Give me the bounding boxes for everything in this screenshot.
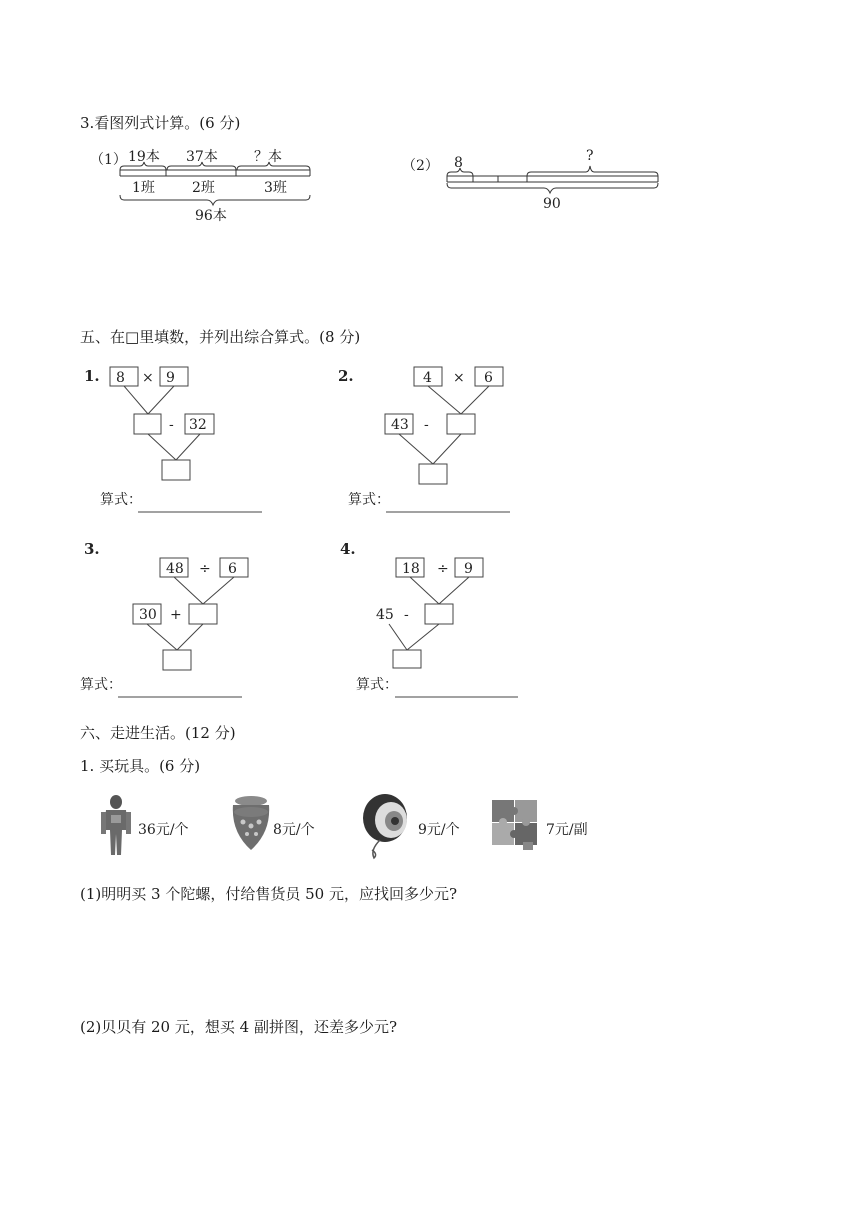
problem-2-eq-label: 算式： bbox=[348, 492, 390, 508]
section6-question-1: (1)明明买 3 个陀螺，付给售货员 50 元，应找回多少元? bbox=[80, 885, 457, 903]
problem-1-number: 1. bbox=[84, 367, 100, 385]
q3-fig2-label: （2） bbox=[402, 158, 439, 174]
problem-3-b: 6 bbox=[228, 561, 237, 577]
toy-2-price: 8元/个 bbox=[273, 822, 315, 838]
spinning-top-icon bbox=[233, 796, 269, 850]
problem-3-c: 30 bbox=[139, 607, 157, 623]
problem-1-eq-label: 算式： bbox=[100, 492, 142, 508]
puzzle-icon bbox=[492, 800, 537, 850]
q3-fig2-top-left: 8 bbox=[454, 155, 463, 171]
q3-fig1-top-2: 37本 bbox=[186, 149, 218, 165]
q3-fig1-bottom-2: 2班 bbox=[192, 180, 215, 196]
section6-title: 六、走进生活。(12 分) bbox=[80, 724, 236, 742]
section6-sub1: 1. 买玩具。(6 分) bbox=[80, 757, 201, 775]
problem-4-c: 45 bbox=[376, 607, 394, 623]
problem-2-op1: × bbox=[453, 370, 465, 386]
q3-fig1-bottom-3: 3班 bbox=[264, 180, 287, 196]
yoyo-icon bbox=[363, 794, 407, 858]
problem-4-a: 18 bbox=[402, 561, 420, 577]
problem-1-a: 8 bbox=[116, 370, 125, 386]
problem-2-a: 4 bbox=[423, 370, 432, 386]
toy-4-price: 7元/副 bbox=[546, 822, 588, 838]
problem-4-b: 9 bbox=[464, 561, 473, 577]
problem-1-op2: - bbox=[169, 417, 174, 433]
problem-3-op2: + bbox=[170, 607, 182, 623]
problem-4-op1: ÷ bbox=[437, 561, 449, 577]
toy-3-price: 9元/个 bbox=[418, 822, 460, 838]
q3-title: 3.看图列式计算。(6 分) bbox=[80, 114, 241, 132]
problem-2-c: 43 bbox=[391, 417, 409, 433]
problem-3-tree bbox=[118, 558, 248, 697]
problem-1-tree bbox=[110, 367, 262, 512]
problem-4-op2: - bbox=[404, 607, 409, 623]
problem-3-a: 48 bbox=[166, 561, 184, 577]
problem-3-eq-label: 算式： bbox=[80, 677, 122, 693]
problem-4-number: 4. bbox=[340, 540, 356, 558]
problem-2-b: 6 bbox=[484, 370, 493, 386]
section6-question-2: (2)贝贝有 20 元，想买 4 副拼图，还差多少元? bbox=[80, 1018, 397, 1036]
problem-2-number: 2. bbox=[338, 367, 354, 385]
problem-2-op2: - bbox=[424, 417, 429, 433]
q3-fig1-top-1: 19本 bbox=[128, 149, 160, 165]
problem-1-op1: × bbox=[142, 370, 154, 386]
problem-3-op1: ÷ bbox=[199, 561, 211, 577]
q3-fig1-top-3: ？本 bbox=[254, 149, 282, 165]
section5-title: 五、在□里填数，并列出综合算式。(8 分) bbox=[80, 328, 361, 346]
q3-fig1-label: （1） bbox=[90, 152, 127, 168]
problem-4-tree bbox=[389, 558, 518, 697]
toy-1-price: 36元/个 bbox=[138, 822, 189, 838]
problem-1-b: 9 bbox=[166, 370, 175, 386]
robot-toy-icon bbox=[101, 795, 131, 855]
q3-fig1-bottom-1: 1班 bbox=[132, 180, 155, 196]
problem-3-number: 3. bbox=[84, 540, 100, 558]
problem-4-eq-label: 算式： bbox=[356, 677, 398, 693]
q3-figure-2 bbox=[447, 166, 658, 193]
problem-2-tree bbox=[385, 367, 510, 512]
q3-fig2-top-right: ? bbox=[586, 148, 594, 164]
q3-fig1-total: 96本 bbox=[195, 208, 227, 224]
q3-fig2-total: 90 bbox=[543, 196, 561, 212]
problem-1-c: 32 bbox=[189, 417, 207, 433]
